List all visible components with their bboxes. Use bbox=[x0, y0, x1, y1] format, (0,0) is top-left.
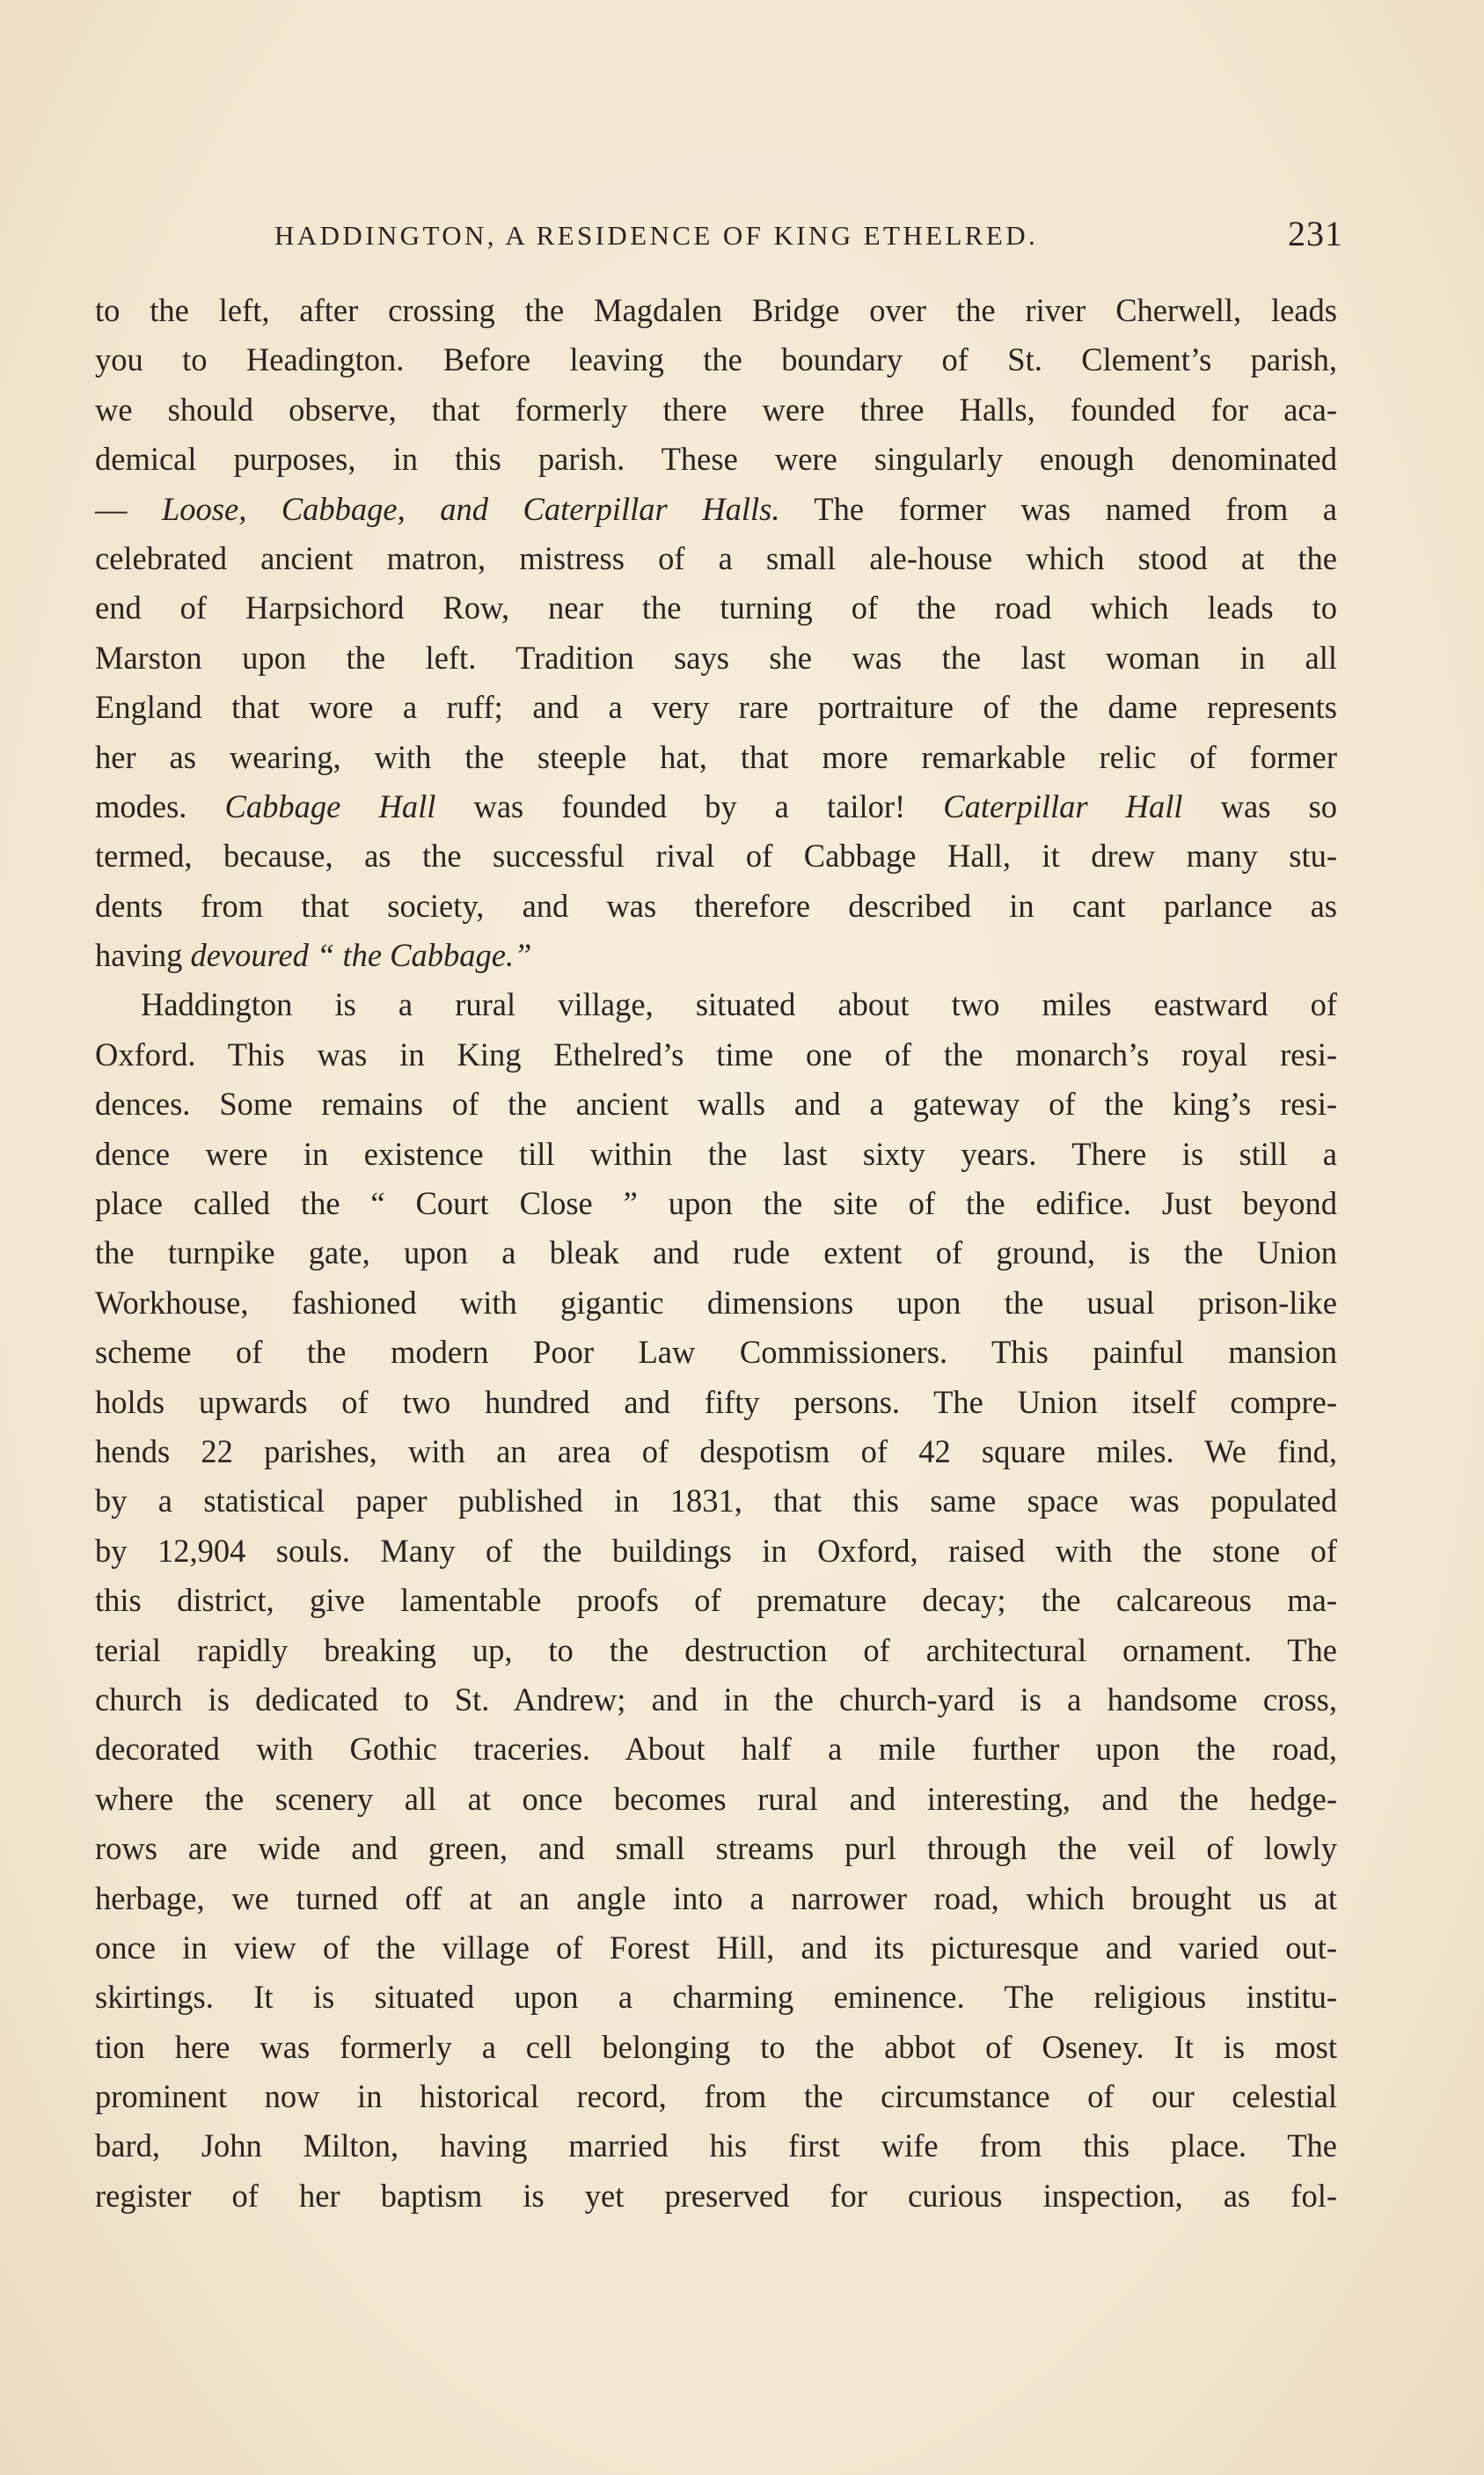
running-head bbox=[274, 216, 1343, 260]
text-segment: dence were in existence till within the last sixty years. There is still a bbox=[95, 1135, 1337, 1172]
text-line bbox=[95, 1130, 1337, 1179]
text-segment: — bbox=[95, 490, 162, 527]
text-segment: end of Harpsichord Row, near the turning of the road which leads to bbox=[95, 589, 1337, 626]
text-segment: by 12,904 souls. Many of the buildings in Oxford, raised with the stone of bbox=[95, 1532, 1337, 1569]
text-segment: skirtings. It is situated upon a charming eminence. The religious institu- bbox=[95, 1979, 1337, 2016]
page-number: 231 bbox=[1288, 214, 1343, 253]
text-segment: holds upwards of two hundred and fifty persons. The Union itself compre- bbox=[95, 1383, 1337, 1420]
text-segment: modes. bbox=[95, 787, 225, 824]
text-line bbox=[95, 2023, 1337, 2072]
text-line bbox=[95, 1576, 1337, 1625]
text-line bbox=[95, 733, 1337, 782]
text-line bbox=[95, 1476, 1337, 1526]
text-line bbox=[95, 1527, 1337, 1576]
text-segment: her as wearing, with the steeple hat, that more remarkable relic of former bbox=[95, 738, 1337, 775]
text-segment: once in view of the village of Forest Hill, and its picturesque and varied out- bbox=[95, 1929, 1337, 1966]
text-line bbox=[95, 1427, 1337, 1476]
text-segment: having bbox=[95, 937, 191, 974]
text-segment: was so bbox=[1182, 787, 1338, 824]
text-line bbox=[95, 1675, 1337, 1724]
text-line bbox=[95, 1030, 1337, 1080]
text-line bbox=[95, 1378, 1337, 1427]
text-segment: where the scenery all at once becomes rural and interesting, and the hedge- bbox=[95, 1780, 1337, 1817]
text-segment: dences. Some remains of the ancient walls and a gateway of the king’s resi- bbox=[95, 1086, 1337, 1123]
text-line bbox=[95, 1080, 1337, 1129]
text-line bbox=[95, 385, 1337, 435]
text-segment: Workhouse, fashioned with gigantic dimensions upon the usual prison-like bbox=[95, 1284, 1337, 1321]
text-line bbox=[95, 931, 1337, 980]
text-segment: rows are wide and green, and small streams purl through the veil of lowly bbox=[95, 1830, 1337, 1867]
text-segment: you to Headington. Before leaving the boundary of St. Clement’s parish, bbox=[95, 341, 1337, 378]
text-segment: demical purposes, in this parish. These were singularly enough denominated bbox=[95, 441, 1337, 478]
text-segment: bard, John Milton, having married his first wife from this place. The bbox=[95, 2127, 1337, 2164]
italic-text: Loose, Cabbage, and Caterpillar Halls. bbox=[162, 490, 780, 527]
text-segment: to the left, after crossing the Magdalen Bridge over the river Cherwell, leads bbox=[95, 292, 1337, 328]
text-segment: dents from that society, and was therefore described in cant parlance as bbox=[95, 887, 1337, 924]
text-segment: tion here was formerly a cell belonging to the abbot of Oseney. It is most bbox=[95, 2028, 1337, 2065]
text-segment: prominent now in historical record, from the circumstance of our celestial bbox=[95, 2078, 1337, 2115]
text-line bbox=[95, 1973, 1337, 2022]
text-segment: register of her baptism is yet preserved for curious inspection, as fol- bbox=[95, 2177, 1337, 2214]
body-text bbox=[95, 286, 1337, 2221]
text-segment: Marston upon the left. Tradition says she was the last woman in all bbox=[95, 639, 1337, 676]
text-segment: celebrated ancient matron, mistress of a small ale-house which stood at the bbox=[95, 539, 1337, 576]
text-line bbox=[95, 831, 1337, 881]
text-segment: this district, give lamentable proofs of premature decay; the calcareous ma- bbox=[95, 1582, 1337, 1619]
text-segment: place called the “ Court Close ” upon the site of the edifice. Just beyond bbox=[95, 1185, 1337, 1222]
text-line bbox=[95, 633, 1337, 683]
text-segment: The former was named from a bbox=[779, 490, 1337, 527]
text-segment: England that wore a ruff; and a very rare portraiture of the dame represents bbox=[95, 689, 1337, 726]
italic-text: devoured “ the Cabbage.” bbox=[190, 937, 532, 974]
text-line bbox=[95, 1923, 1337, 1973]
text-line bbox=[95, 1278, 1337, 1328]
text-segment: terial rapidly breaking up, to the destruction of architectural ornament. The bbox=[95, 1631, 1337, 1668]
text-segment: church is dedicated to St. Andrew; and in the church-yard is a handsome cross, bbox=[95, 1681, 1337, 1717]
text-segment: herbage, we turned off at an angle into a narrower road, which brought us at bbox=[95, 1879, 1337, 1916]
running-title: HADDINGTON, A RESIDENCE OF KING ETHELRED. bbox=[274, 220, 1039, 251]
text-segment: Haddington is a rural village, situated about two miles eastward of bbox=[141, 986, 1337, 1023]
text-segment: decorated with Gothic traceries. About half a mile further upon the road, bbox=[95, 1731, 1337, 1768]
text-segment: Oxford. This was in King Ethelred’s time one of the monarch’s royal resi- bbox=[95, 1036, 1337, 1073]
italic-text: Cabbage Hall bbox=[224, 787, 436, 824]
text-line bbox=[95, 1328, 1337, 1377]
text-segment: the turnpike gate, upon a bleak and rude extent of ground, is the Union bbox=[95, 1234, 1337, 1271]
text-segment: scheme of the modern Poor Law Commissioners. This painful mansion bbox=[95, 1334, 1337, 1371]
text-segment: we should observe, that formerly there were three Halls, founded for aca- bbox=[95, 391, 1337, 428]
text-line bbox=[95, 2121, 1337, 2171]
text-line bbox=[95, 980, 1337, 1029]
text-segment: was founded by a tailor! bbox=[435, 787, 944, 824]
text-segment: hends 22 parishes, with an area of despotism of 42 square miles. We find, bbox=[95, 1432, 1337, 1469]
text-line bbox=[95, 1775, 1337, 1824]
text-line bbox=[95, 2072, 1337, 2121]
text-segment: by a statistical paper published in 1831, that this same space was populated bbox=[95, 1483, 1337, 1519]
text-line bbox=[95, 683, 1337, 732]
text-line bbox=[95, 1874, 1337, 1923]
text-line bbox=[95, 2171, 1337, 2221]
text-line bbox=[95, 534, 1337, 583]
text-line bbox=[95, 435, 1337, 484]
text-line bbox=[95, 1824, 1337, 1873]
text-line bbox=[95, 485, 1337, 534]
text-line bbox=[95, 583, 1337, 633]
text-line bbox=[95, 1724, 1337, 1774]
text-line bbox=[95, 1626, 1337, 1675]
text-line bbox=[95, 286, 1337, 335]
text-segment: termed, because, as the successful rival of Cabbage Hall, it drew many stu- bbox=[95, 838, 1337, 875]
text-line bbox=[95, 1179, 1337, 1228]
text-line bbox=[95, 335, 1337, 384]
text-line bbox=[95, 782, 1337, 831]
text-line bbox=[95, 1228, 1337, 1278]
italic-text: Caterpillar Hall bbox=[943, 787, 1183, 824]
text-line bbox=[95, 882, 1337, 931]
